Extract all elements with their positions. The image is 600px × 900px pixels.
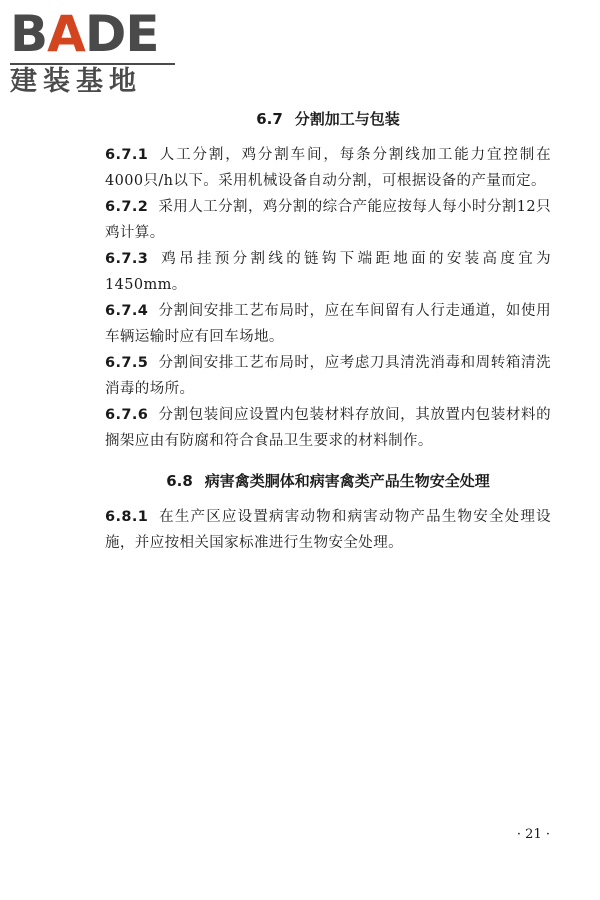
clause-6-7-6: 6.7.6 分割包装间应设置内包装材料存放间，其放置内包装材料的搁架应由有防腐和符合食品卫生要求的材料制作。 [105, 407, 551, 449]
bade-logo [10, 6, 175, 96]
clause-6-8-1: 6.8.1 在生产区应设置病害动物和病害动物产品生物安全处理设施，并应按相关国家标准进行生物安全处理。 [105, 509, 551, 551]
section-title-6-7: 6.7 分割加工与包装 [256, 110, 400, 128]
clause-6-7-5: 6.7.5 分割间安排工艺布局时，应考虑刀具清洗消毒和周转箱清洗消毒的场所。 [105, 355, 551, 397]
clause-6-7-1: 6.7.1 人工分割，鸡分割车间，每条分割线加工能力宜控制在4000只/h以下。采用机械设备自动分割，可根据设备的产量而定。 [105, 147, 551, 189]
logo-wordmark: BADE [10, 5, 159, 63]
clause-6-7-4: 6.7.4 分割间安排工艺布局时，应在车间留有人行走通道，如使用车辆运输时应有回车场地。 [105, 303, 551, 345]
logo-divider [10, 63, 175, 65]
clause-6-7-2: 6.7.2 采用人工分割，鸡分割的综合产能应按每人每小时分割12只鸡计算。 [105, 199, 551, 241]
logo-chinese-text: 建装基地 [10, 66, 142, 97]
page-number: · 21 · [516, 827, 550, 842]
document-body [105, 106, 551, 556]
clause-6-7-3: 6.7.3 鸡吊挂预分割线的链钩下端距地面的安装高度宜为1450mm。 [105, 251, 551, 293]
section-title-6-8: 6.8 病害禽类胴体和病害禽类产品生物安全处理 [166, 472, 490, 490]
